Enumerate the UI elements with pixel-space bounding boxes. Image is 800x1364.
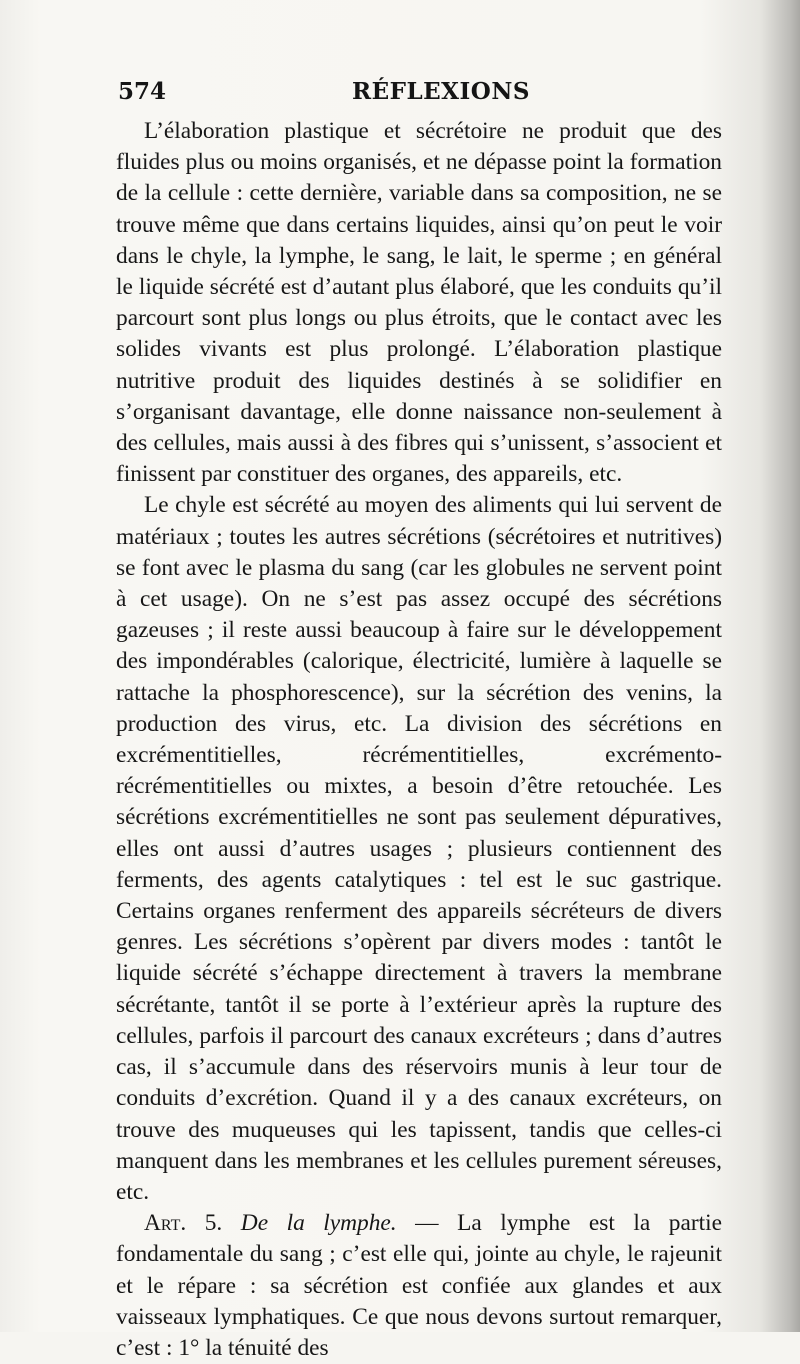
paragraph-elaboration: L’élaboration plastique et sécrétoire ne produit que des fluides plus ou moins organisés, et ne dépasse point la formation de la cellule : cette dernière, variable dans sa composition, ne se trouve même que dans certains liquides, ainsi qu’on peut le voir dans le chyle, la lymphe, le sang, le lait, le sperme ; en général le liquide sécrété est d’autant plus élaboré, que les conduits qu’il parcourt sont plus longs ou plus étroits, que le contact avec les solides vivants est plus prolongé. L’élaboration plastique nutritive produit des liquides destinés à se solidifier en s’organisant davantage, elle donne naissance non-seulement à des cellules, mais aussi à des fibres qui s’unissent, s’associent et finissent par constituer des organes, des appareils, etc. — [116, 118, 722, 488]
running-title: RÉFLEXIONS — [352, 78, 530, 105]
body-text — [116, 116, 722, 1364]
paragraph-chyle: Le chyle est sécrété au moyen des aliments qui lui servent de matériaux ; toutes les autres sécrétions (sécrétoires et nutritives) se font avec le plasma du sang (car les globules ne servent point à cet usage). On ne s’est pas assez occupé des sécrétions gazeuses ; il reste aussi beaucoup à faire sur le développement des impondérables (calorique, électricité, lumière à laquelle se rattache la phosphorescence), sur la sécrétion des venins, la production des virus, etc. La division des sécrétions en excrémentitielles, récrémentitielles, excrémento-récrémentitielles ou mixtes, a besoin d’être retouchée. Les sécrétions excrémentitielles ne sont pas seulement dépuratives, elles ont aussi d’autres usages ; plusieurs contiennent des ferments, des agents catalytiques : tel est le suc gastrique. Certains organes renferment des appareils sécréteurs de divers genres. Les sécrétions s’opèrent par divers modes : tantôt le liquide sécrété s’échappe directement à travers la membrane sécrétante, tantôt il se porte à l’extérieur après la rupture des cellules, parfois il parcourt des canaux excréteurs ; dans d’autres cas, il s’accumule dans des réservoirs munis à leur tour de conduits d’excrétion. Quand il y a des canaux excréteurs, on trouve des muqueuses qui les tapissent, tandis que celles-ci manquent dans les membranes et les cellules purement séreuses, etc. — [116, 492, 722, 1205]
article-label: Art. 5. — [144, 1210, 223, 1237]
page-header — [118, 74, 718, 108]
paragraph-article-5 — [116, 1208, 722, 1364]
page-number: 574 — [118, 78, 167, 105]
article-text: — La lymphe est la partie fondamentale du sang ; c’est elle qui, jointe au chyle, le rajeunit et le répare : sa sécrétion est confiée aux glandes et aux vaisseaux lymphatiques. Ce que nous devons surtout remarquer, c’est : 1° la ténuité des — [116, 1210, 723, 1361]
article-title: De la lymphe. — [240, 1210, 397, 1237]
